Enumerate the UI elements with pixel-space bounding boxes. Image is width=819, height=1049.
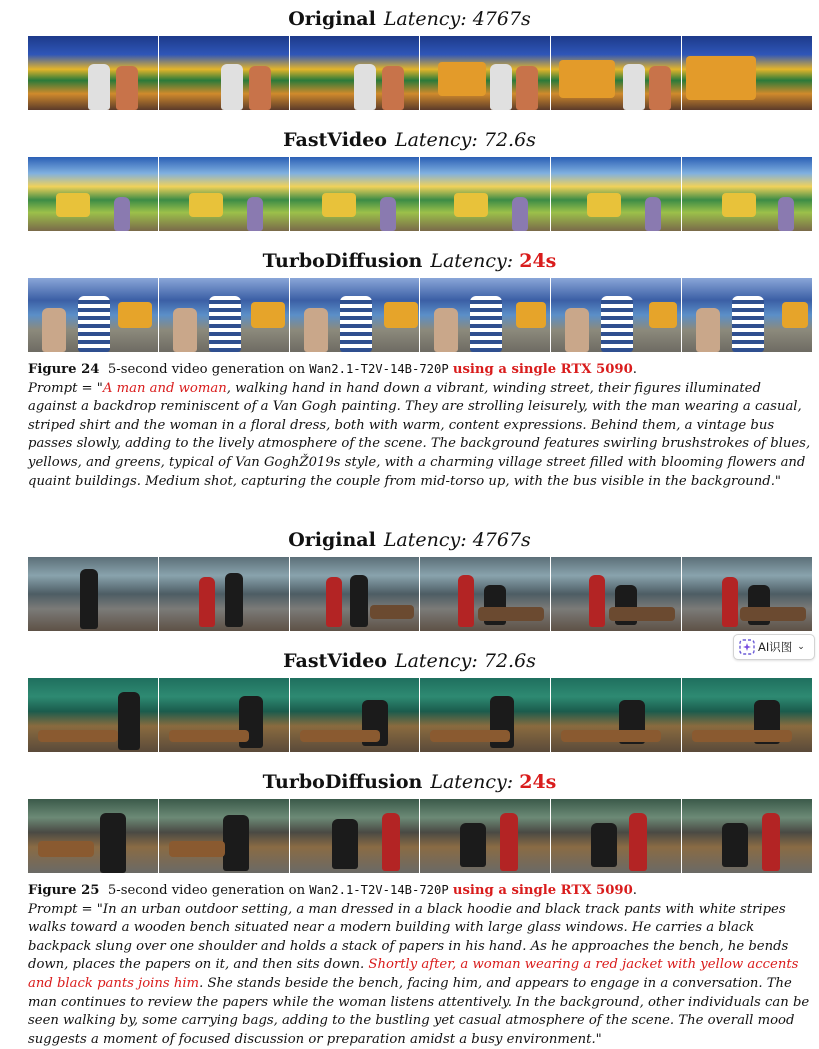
method-name: TurboDiffusion bbox=[262, 250, 423, 272]
method-name: FastVideo bbox=[283, 129, 387, 151]
method-name: TurboDiffusion bbox=[262, 771, 423, 793]
video-frame bbox=[290, 678, 420, 752]
caption-line: Figure 24 5-second video generation on Wan2.1-T2V-14B-720P using a single RTX 5090. bbox=[28, 362, 637, 377]
video-frame bbox=[28, 278, 158, 352]
video-frame bbox=[290, 36, 420, 110]
video-frame bbox=[682, 278, 812, 352]
gpu-highlight: using a single RTX 5090 bbox=[452, 883, 633, 898]
video-frame bbox=[682, 36, 812, 110]
figure-caption-25 bbox=[28, 881, 813, 1049]
video-strip-fastvideo-fig25 bbox=[28, 678, 812, 752]
row-title-turbodiffusion-fig25 bbox=[0, 770, 819, 794]
video-frame bbox=[682, 678, 812, 752]
model-name: Wan2.1-T2V-14B-720P bbox=[309, 362, 449, 376]
video-frame bbox=[551, 278, 681, 352]
video-strip-fastvideo-fig24 bbox=[28, 157, 812, 231]
latency: Latency: 24s bbox=[430, 771, 557, 793]
video-frame bbox=[159, 36, 289, 110]
row-title-original-fig25 bbox=[0, 528, 819, 552]
method-name: Original bbox=[288, 8, 376, 30]
row-title-turbodiffusion-fig24 bbox=[0, 249, 819, 273]
video-frame bbox=[290, 799, 420, 873]
video-frame bbox=[159, 278, 289, 352]
video-frame bbox=[159, 799, 289, 873]
video-frame bbox=[159, 557, 289, 631]
video-frame bbox=[420, 278, 550, 352]
video-frame bbox=[420, 557, 550, 631]
video-frame bbox=[28, 799, 158, 873]
video-frame bbox=[682, 157, 812, 231]
row-title-original-fig24 bbox=[0, 7, 819, 31]
video-frame bbox=[420, 157, 550, 231]
video-frame bbox=[420, 678, 550, 752]
video-frame bbox=[28, 157, 158, 231]
video-frame bbox=[420, 36, 550, 110]
latency: Latency: 72.6s bbox=[394, 650, 536, 672]
video-frame bbox=[159, 157, 289, 231]
prompt-highlight: Shortly after, a woman wearing a red jacket with yellow accents and black pants joins him bbox=[28, 957, 799, 991]
latency: Latency: 72.6s bbox=[394, 129, 536, 151]
row-title-fastvideo-fig25 bbox=[0, 649, 819, 673]
chevron-down-icon[interactable]: ⌄ bbox=[797, 642, 805, 652]
video-frame bbox=[551, 799, 681, 873]
latency: Latency: 24s bbox=[430, 250, 557, 272]
video-frame bbox=[28, 557, 158, 631]
video-frame bbox=[682, 557, 812, 631]
ai-sparkle-icon bbox=[739, 639, 755, 655]
video-frame bbox=[682, 799, 812, 873]
ai-image-recognition-button[interactable] bbox=[733, 634, 815, 660]
video-frame bbox=[551, 157, 681, 231]
video-strip-turbodiffusion-fig24 bbox=[28, 278, 812, 352]
video-frame bbox=[290, 557, 420, 631]
video-frame bbox=[159, 678, 289, 752]
figure-label: Figure 25 bbox=[28, 883, 100, 898]
gpu-highlight: using a single RTX 5090 bbox=[452, 362, 633, 377]
video-frame bbox=[28, 678, 158, 752]
video-frame bbox=[420, 799, 550, 873]
video-strip-turbodiffusion-fig25 bbox=[28, 799, 812, 873]
row-title-fastvideo-fig24 bbox=[0, 128, 819, 152]
video-strip-original-fig25 bbox=[28, 557, 812, 631]
latency: Latency: 4767s bbox=[383, 8, 531, 30]
ai-button-label: AI识图 bbox=[758, 640, 793, 654]
video-frame bbox=[551, 36, 681, 110]
method-name: FastVideo bbox=[283, 650, 387, 672]
video-frame bbox=[290, 157, 420, 231]
figure-label: Figure 24 bbox=[28, 362, 100, 377]
figure-caption-24 bbox=[28, 360, 813, 491]
video-frame bbox=[551, 678, 681, 752]
video-frame bbox=[290, 278, 420, 352]
video-strip-original-fig24 bbox=[28, 36, 812, 110]
video-frame bbox=[28, 36, 158, 110]
prompt-text: Prompt = "In an urban outdoor setting, a man dressed in a black hoodie and black track pants with white stripes walks toward a wooden bench situated near a modern building with large glass windows. He carries a black backpack slung over one shoulder and holds a stack of papers in his hand. As he approaches the bench, he bends down, places the papers on it, and then sits down. Shortly after, a woman wearing a red jacket with yellow accents and black pants joins him. She stands beside the bench, facing him, and appears to engage in a conversation. The man continues to review the papers while the woman listens attentively. In the background, other individuals can be seen walking by, some carrying bags, adding to the bustling yet casual atmosphere of the scene. The overall mood suggests a moment of focused discussion or preparation amidst a busy environment." bbox=[28, 901, 810, 1047]
prompt-text: Prompt = "A man and woman, walking hand in hand down a vibrant, winding street, their figures illuminated against a backdrop reminiscent of a Van Gogh painting. They are strolling leisurely, with the man wearing a casual, striped shirt and the woman in a floral dress, both with warm, content expressions. Behind them, a vintage bus passes slowly, adding to the lively atmosphere of the scene. The background features swirling brushstrokes of blues, yellows, and greens, typical of Van GoghŽ019s style, with a charming village street filled with blooming flowers and quaint buildings. Medium shot, capturing the couple from mid-torso up, with the bus visible in the background." bbox=[28, 380, 811, 489]
caption-line: Figure 25 5-second video generation on Wan2.1-T2V-14B-720P using a single RTX 5090. bbox=[28, 883, 637, 898]
method-name: Original bbox=[288, 529, 376, 551]
prompt-highlight: A man and woman bbox=[102, 380, 227, 396]
model-name: Wan2.1-T2V-14B-720P bbox=[309, 883, 449, 897]
video-frame bbox=[551, 557, 681, 631]
latency: Latency: 4767s bbox=[383, 529, 531, 551]
